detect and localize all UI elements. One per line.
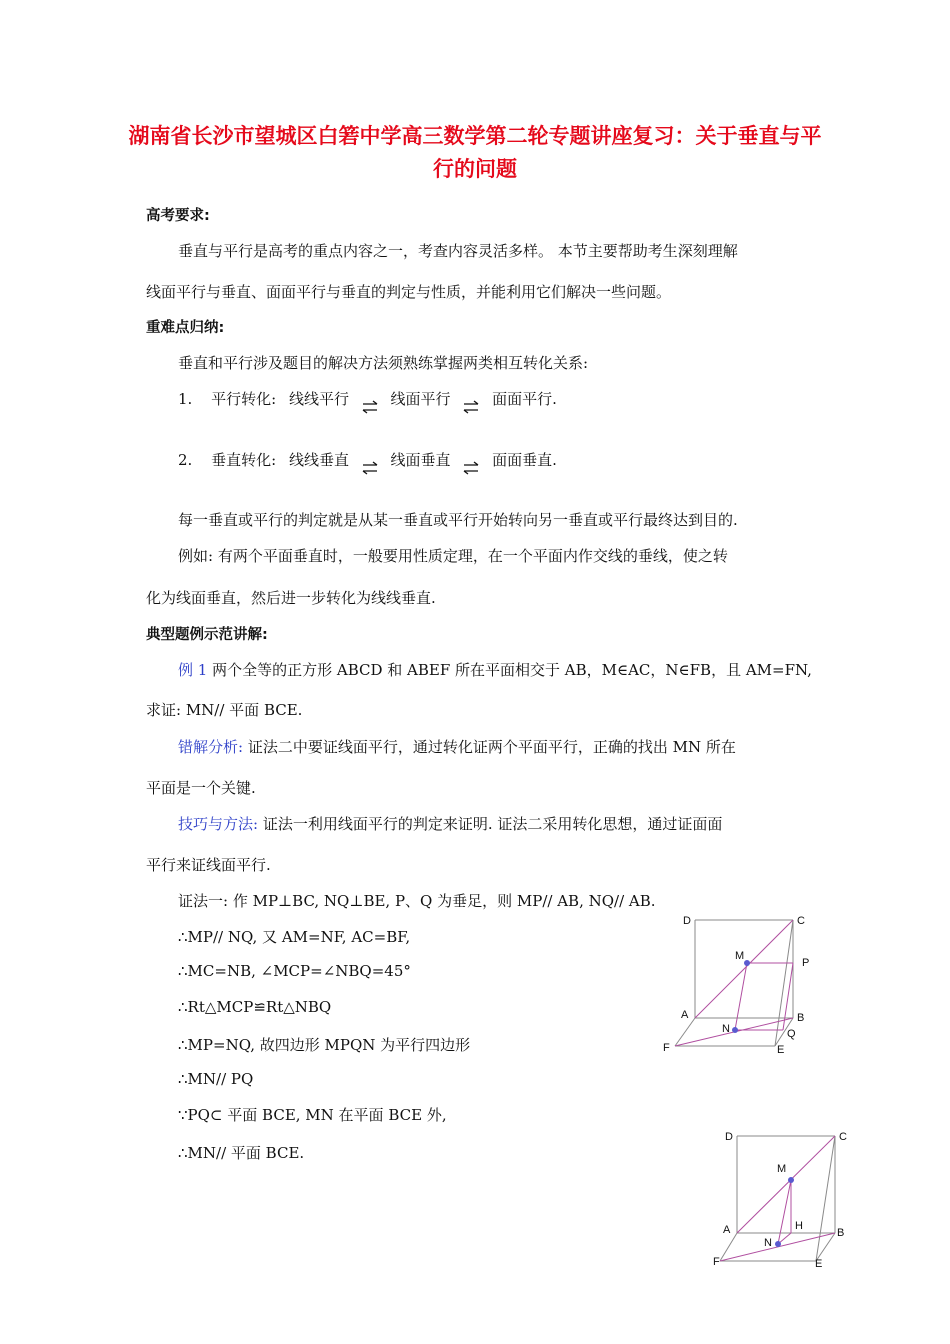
relation-term: 面面垂直. <box>492 451 557 469</box>
error-analysis-label: 错解分析: <box>178 738 244 756</box>
relation-term: 线面平行 <box>390 390 451 408</box>
proof-line: ∵PQ⊂ 平面 BCE, MN 在平面 BCE 外, <box>178 1106 447 1124</box>
proof-line: ∴MP=NQ, 故四边形 MPQN 为平行四边形 <box>178 1036 471 1054</box>
relation-term: 面面平行. <box>492 390 557 408</box>
page-title: 湖南省长沙市望城区白箬中学高三数学第二轮专题讲座复习：关于垂直与平行的问题 <box>128 124 822 181</box>
proof-line: ∴MN// 平面 BCE. <box>178 1144 305 1162</box>
paragraph-example-2: 化为线面垂直，然后进一步转化为线线垂直. <box>146 589 436 607</box>
technique-label: 技巧与方法: <box>178 815 259 833</box>
requirements-heading: 高考要求: <box>146 208 210 224</box>
technique-cont: 平行来证线面平行. <box>146 856 271 874</box>
paragraph-example-1: 例如: 有两个平面垂直时，一般要用性质定理，在一个平面内作交线的垂线，使之转 <box>178 547 728 565</box>
point-n <box>775 1241 781 1247</box>
proof-line: ∴Rt△MCP≌Rt△NBQ <box>178 998 332 1016</box>
label-n: N <box>764 1237 772 1249</box>
proof-line: ∴MN// PQ <box>178 1070 254 1088</box>
proof-line: ∴MP// NQ, 又 AM=NF, AC=BF, <box>178 928 411 946</box>
label-e: E <box>777 1044 785 1056</box>
label-m: M <box>777 1163 787 1175</box>
paragraph-strategy: 每一垂直或平行的判定就是从某一垂直或平行开始转向另一垂直或平行最终达到目的. <box>178 511 738 529</box>
relation-term: 线线垂直 <box>288 451 349 469</box>
label-a: A <box>681 1009 689 1021</box>
example-1-statement <box>178 659 812 680</box>
item-number: 1. <box>178 390 193 408</box>
bidirectional-arrow-icon <box>463 461 479 475</box>
item-number: 2. <box>178 451 193 469</box>
proof-line: 证法一: 作 MP⊥BC, NQ⊥BE, P、Q 为垂足，则 MP// AB, NQ// AB. <box>178 892 656 910</box>
label-b: B <box>797 1012 805 1024</box>
geometry-figure-2 <box>715 1125 860 1275</box>
label-f: F <box>713 1256 720 1268</box>
conversion-item-2 <box>178 449 561 475</box>
label-n: N <box>722 1023 730 1035</box>
error-analysis-cont: 平面是一个关键. <box>146 779 256 797</box>
label-e: E <box>815 1258 823 1270</box>
key-points-heading: 重难点归纳: <box>146 320 225 336</box>
conversion-item-1 <box>178 388 561 414</box>
key-points-intro: 垂直和平行涉及题目的解决方法须熟练掌握两类相互转化关系: <box>178 354 589 372</box>
label-h: H <box>795 1220 803 1232</box>
label-b: B <box>837 1227 845 1239</box>
item-label: 垂直转化: <box>211 451 277 469</box>
example-label: 例 1 <box>178 661 208 679</box>
example-1-goal: 求证: MN// 平面 BCE. <box>146 701 303 719</box>
point-n <box>732 1027 738 1033</box>
technique-text: 证法一利用线面平行的判定来证明. 证法二采用转化思想，通过证面面 <box>258 815 723 833</box>
example-text: 两个全等的正方形 ABCD 和 ABEF 所在平面相交于 AB，M∈AC，N∈FB，且 AM=FN, <box>212 661 812 679</box>
requirements-paragraph-1: 垂直与平行是高考的重点内容之一，考查内容灵活多样。 本节主要帮助考生深刻理解 <box>178 242 738 260</box>
label-f: F <box>663 1042 670 1054</box>
point-m <box>788 1177 794 1183</box>
label-d: D <box>683 915 691 927</box>
label-c: C <box>839 1131 847 1143</box>
technique <box>178 813 722 834</box>
bidirectional-arrow-icon <box>362 461 378 475</box>
label-q: Q <box>787 1028 796 1040</box>
bidirectional-arrow-icon <box>362 400 378 414</box>
label-m: M <box>735 950 745 962</box>
label-d: D <box>725 1131 733 1143</box>
error-analysis-text: 证法二中要证线面平行，通过转化证两个平面平行，正确的找出 MN 所在 <box>243 738 736 756</box>
error-analysis <box>178 736 736 757</box>
bidirectional-arrow-icon <box>463 400 479 414</box>
point-m <box>744 960 750 966</box>
label-p: P <box>802 957 810 969</box>
label-c: C <box>797 915 805 927</box>
relation-term: 线线平行 <box>288 390 349 408</box>
geometry-figure-1 <box>655 905 825 1060</box>
item-label: 平行转化: <box>211 390 277 408</box>
relation-term: 线面垂直 <box>390 451 451 469</box>
proof-line: ∴MC=NB, ∠MCP=∠NBQ=45° <box>178 962 411 980</box>
label-a: A <box>723 1224 731 1236</box>
examples-heading: 典型题例示范讲解: <box>146 627 268 643</box>
requirements-paragraph-2: 线面平行与垂直、面面平行与垂直的判定与性质，并能利用它们解决一些问题。 <box>146 283 672 301</box>
